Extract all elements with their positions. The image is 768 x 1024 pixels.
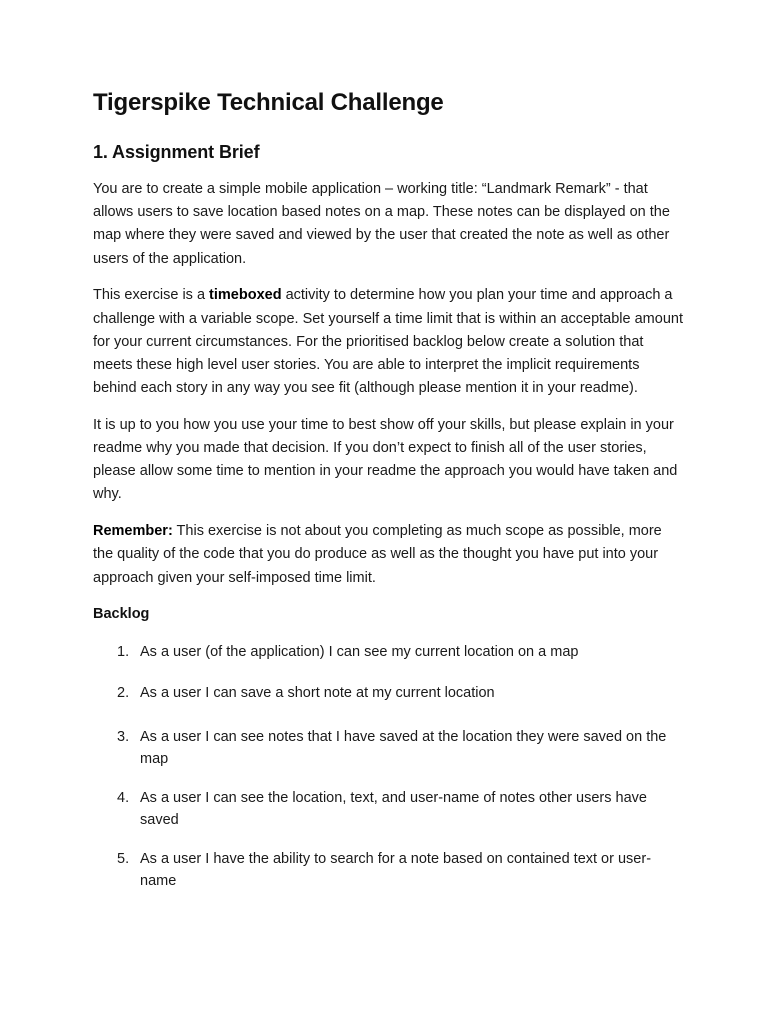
backlog-item: [93, 726, 683, 770]
backlog-item-number: 1.: [117, 643, 130, 660]
backlog-item: [93, 641, 683, 663]
backlog-item-number: 5.: [117, 850, 130, 867]
document-title: Tigerspike Technical Challenge: [93, 89, 444, 116]
paragraph-remember: [93, 520, 683, 590]
timeboxed-emphasis: timeboxed: [209, 287, 282, 304]
backlog-heading: Backlog: [93, 605, 150, 622]
backlog-item-text: As a user I can save a short note at my current location: [140, 684, 495, 701]
section-heading: 1. Assignment Brief: [93, 142, 260, 162]
paragraph-timeboxed-start: This exercise is a: [93, 287, 210, 304]
paragraph-intro: You are to create a simple mobile application – working title: “Landmark Remark” - that allows users to save location based notes on a map. These notes can be displayed on the map where they were saved and viewed by the user that created the note as well as other users of the application.: [93, 181, 670, 267]
backlog-list: [93, 641, 683, 892]
backlog-item-text: As a user I can see the location, text, and user-name of notes other users have saved: [140, 789, 647, 828]
backlog-item-text: As a user I have the ability to search for a note based on contained text or user-name: [140, 850, 652, 889]
paragraph-time-usage: It is up to you how you use your time to best show off your skills, but please explain in your readme why you made that decision. If you don’t expect to finish all of the user stories, please allow some time to mention in your readme the approach you would have taken and why.: [93, 416, 678, 503]
backlog-item-number: 2.: [117, 684, 130, 701]
backlog-item-number: 3.: [117, 728, 130, 745]
paragraph-remember-rest: This exercise is not about you completing as much scope as possible, more the quality of the code that you do produce as well as the thought you have put into your approach given your self-imposed time limit.: [93, 523, 662, 586]
backlog-item-number: 4.: [117, 789, 130, 806]
backlog-item-text: As a user I can see notes that I have saved at the location they were saved on the map: [140, 728, 667, 767]
backlog-item: [93, 848, 683, 892]
paragraph-timeboxed-rest: activity to determine how you plan your time and approach a challenge with a variable scope. Set yourself a time limit that is within an acceptable amount for your current circumstances. For the prioritised backlog below create a solution that meets these high level user stories. You are able to interpret the implicit requirements behind each story in any way you see fit (although please mention it in your readme).: [93, 287, 683, 397]
backlog-item-text: As a user (of the application) I can see my current location on a map: [140, 643, 579, 660]
remember-label: Remember:: [93, 523, 173, 540]
backlog-item: [93, 682, 683, 704]
document-page: [93, 86, 683, 892]
paragraph-timeboxed: [93, 284, 683, 400]
backlog-item: [93, 787, 683, 831]
